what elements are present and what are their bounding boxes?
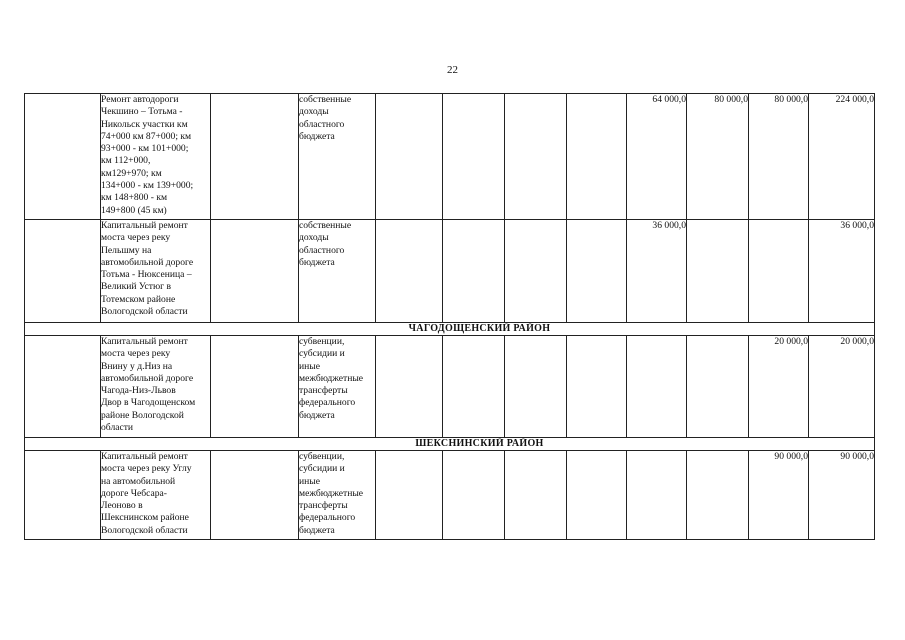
value-cell bbox=[376, 336, 443, 438]
value-cell bbox=[443, 451, 505, 540]
value-cell: 36 000,0 bbox=[627, 220, 687, 323]
funding-source-cell: субвенции, субсидии и иные межбюджетные трансферты федерального бюджета bbox=[299, 336, 376, 438]
value-cell: 80 000,0 bbox=[749, 94, 809, 220]
row-number-cell bbox=[25, 94, 101, 220]
total-cell: 90 000,0 bbox=[809, 451, 875, 540]
section-title bbox=[25, 323, 875, 336]
budget-table bbox=[24, 93, 875, 540]
value-cell bbox=[627, 336, 687, 438]
value-cell bbox=[687, 220, 749, 323]
row-number-cell bbox=[25, 451, 101, 540]
project-name-cell: Капитальный ремонт моста через реку Углу на автомобильной дороге Чебсара- Леоново в Шекснинском районе Вологодской области bbox=[101, 451, 211, 540]
table-row bbox=[25, 336, 875, 438]
section-title bbox=[25, 438, 875, 451]
value-cell bbox=[443, 336, 505, 438]
value-cell bbox=[505, 336, 567, 438]
value-cell bbox=[749, 220, 809, 323]
value-cell bbox=[567, 336, 627, 438]
empty-cell bbox=[211, 451, 299, 540]
funding-source-cell: субвенции, субсидии и иные межбюджетные трансферты федерального бюджета bbox=[299, 451, 376, 540]
value-cell bbox=[376, 451, 443, 540]
value-cell bbox=[567, 451, 627, 540]
project-name-cell: Капитальный ремонт моста через реку Внину у д.Низ на автомобильной дороге Чагода-Низ-Львов Двор в Чагодощенском районе Вологодской области bbox=[101, 336, 211, 438]
total-cell: 36 000,0 bbox=[809, 220, 875, 323]
page-number: 22 bbox=[447, 64, 458, 76]
funding-source-cell: собственные доходы областного бюджета bbox=[299, 94, 376, 220]
total-cell: 20 000,0 bbox=[809, 336, 875, 438]
row-number-cell bbox=[25, 336, 101, 438]
empty-cell bbox=[211, 220, 299, 323]
value-cell bbox=[376, 94, 443, 220]
project-name-cell: Капитальный ремонт моста через реку Пельшму на автомобильной дороге Тотьма - Нюксеница – Великий Устюг в Тотемском районе Вологодской области bbox=[101, 220, 211, 323]
table-row bbox=[25, 220, 875, 323]
section-header-row bbox=[25, 323, 875, 336]
value-cell bbox=[687, 336, 749, 438]
project-name-cell: Ремонт автодороги Чекшино – Тотьма - Никольск участки км 74+000 км 87+000; км 93+000 - км 101+000; км 112+000, км129+970; км 134+000 - км 139+000; км 148+800 - км 149+800 (45 км) bbox=[101, 94, 211, 220]
section-title-text: ЧАГОДОЩЕНСКИЙ РАЙОН bbox=[408, 323, 551, 334]
empty-cell bbox=[211, 94, 299, 220]
funding-source-cell: собственные доходы областного бюджета bbox=[299, 220, 376, 323]
value-cell bbox=[443, 94, 505, 220]
value-cell bbox=[505, 220, 567, 323]
value-cell bbox=[687, 451, 749, 540]
value-cell bbox=[627, 451, 687, 540]
total-cell: 224 000,0 bbox=[809, 94, 875, 220]
value-cell: 64 000,0 bbox=[627, 94, 687, 220]
value-cell: 90 000,0 bbox=[749, 451, 809, 540]
value-cell bbox=[567, 94, 627, 220]
empty-cell bbox=[211, 336, 299, 438]
value-cell bbox=[505, 451, 567, 540]
value-cell: 20 000,0 bbox=[749, 336, 809, 438]
row-number-cell bbox=[25, 220, 101, 323]
value-cell bbox=[376, 220, 443, 323]
value-cell: 80 000,0 bbox=[687, 94, 749, 220]
value-cell bbox=[505, 94, 567, 220]
table-row bbox=[25, 94, 875, 220]
table-row bbox=[25, 451, 875, 540]
section-title-text: ШЕКСНИНСКИЙ РАЙОН bbox=[415, 438, 544, 449]
section-header-row bbox=[25, 438, 875, 451]
value-cell bbox=[567, 220, 627, 323]
value-cell bbox=[443, 220, 505, 323]
